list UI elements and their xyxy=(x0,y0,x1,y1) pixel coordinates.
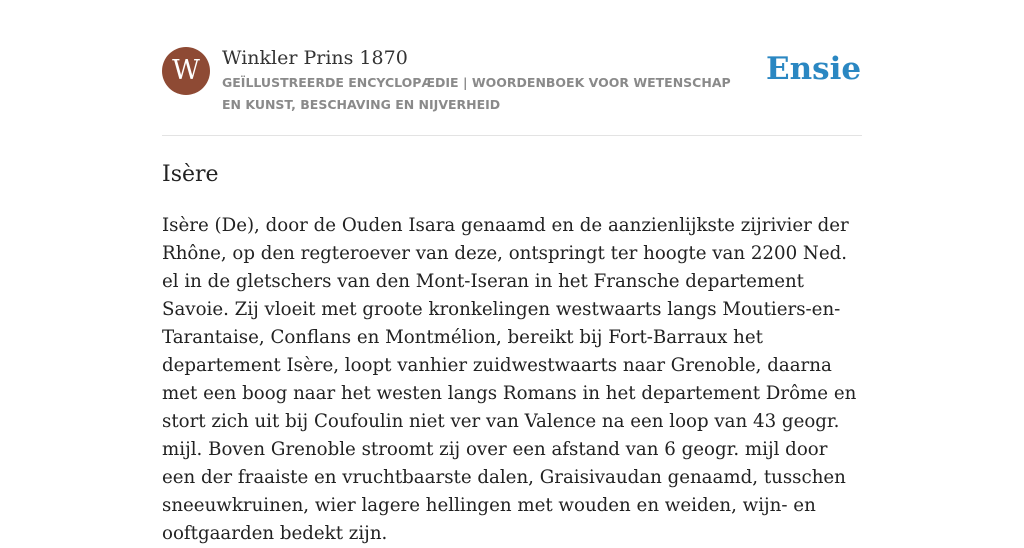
source-avatar[interactable]: W xyxy=(162,47,210,95)
entry-body: Isère (De), door de Ouden Isara genaamd en de aanzienlijkste zijrivier der Rhône, op den regteroever van deze, ontspringt ter hoogte van 2200 Ned. el in de gletschers van den Mont-Iseran in het Fransche departement Savoie. Zij vloeit met groote kronkelingen westwaarts langs Moutiers-en-Tarantaise, Conflans en Montmélion, bereikt bij Fort-Barraux het departement Isère, loopt vanhier zuidwestwaarts naar Grenoble, daarna met een boog naar het westen langs Romans in het departement Drôme en stort zich uit bij Coufoulin niet ver van Valence na een loop van 43 geogr. mijl. Boven Grenoble stroomt zij over een afstand van 6 geogr. mijl door een der fraaiste en vruchtbaarste dalen, Graisivaudan genaamd, tusschen sneeuwkruinen, wier lagere hellingen met wouden en weiden, wijn- en ooftgaarden bedekt zijn. xyxy=(162,215,857,544)
header-divider xyxy=(162,135,862,136)
entry-title: Isère xyxy=(162,162,219,187)
source-title[interactable]: Winkler Prins 1870 xyxy=(222,47,408,69)
source-subtitle: GEÏLLUSTREERDE ENCYCLOPÆDIE | WOORDENBOEK VOOR WETENSCHAP EN KUNST, BESCHAVING EN NIJVERHEID xyxy=(222,75,731,112)
ensie-logo-link[interactable]: Ensie xyxy=(766,51,862,87)
